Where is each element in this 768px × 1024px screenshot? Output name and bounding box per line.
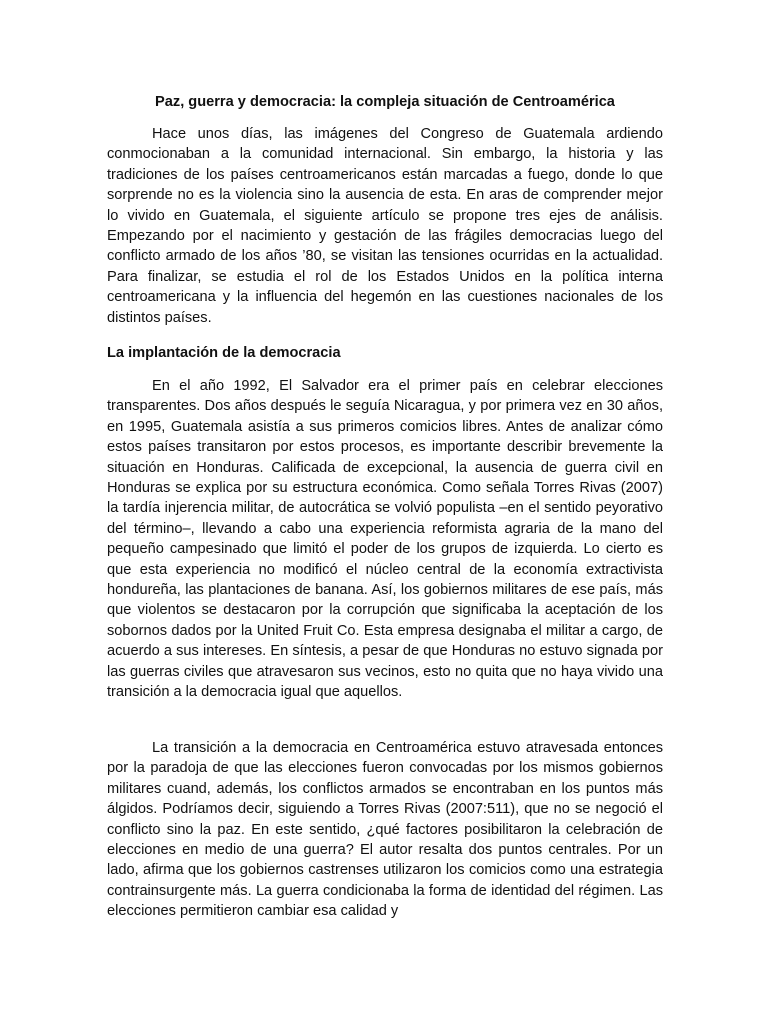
intro-paragraph: Hace unos días, las imágenes del Congreso de Guatemala ardiendo conmocionaban a la comunidad internacional. Sin embargo, la historia y las tradiciones de los países centroamericanos están marcadas a fuego, donde lo que sorprende no es la violencia sino la ausencia de esta. En aras de comprender mejor lo vivido en Guatemala, el siguiente artículo se propone tres ejes de análisis. Empezando por el nacimiento y gestación de las frágiles democracias luego del conflicto armado de los años ’80, se visitan las tensiones ocurridas en la actualidad. Para finalizar, se estudia el rol de los Estados Unidos en la política interna centroamericana y la influencia del hegemón en las cuestiones nacionales de los distintos países. bbox=[107, 126, 663, 326]
section-heading: La implantación de la democracia bbox=[107, 345, 341, 361]
document-title: Paz, guerra y democracia: la compleja situación de Centroamérica bbox=[155, 94, 615, 110]
section-paragraph: En el año 1992, El Salvador era el primer país en celebrar elecciones transparentes. Dos años después le seguía Nicaragua, y por primera vez en 30 años, en 1995, Guatemala asistía a sus primeros comicios libres. Antes de analizar cómo estos países transitaron por estos procesos, es importante describir brevemente la situación en Honduras. Calificada de excepcional, la ausencia de guerra civil en Honduras se explica por su estructura económica. Como señala Torres Rivas (2007) la tardía injerencia militar, de autocrática se volvió populista –en el sentido peyorativo del término–, llevando a cabo una experiencia reformista agraria de la mano del pequeño campesinado que limitó el poder de los grupos de izquierda. Lo cierto es que esta experiencia no modificó el núcleo central de la economía extractivista hondureña, las plantaciones de banana. Así, los gobiernos militares de ese país, más que violentos se destacaron por la corrupción que significaba la aceptación de los sobornos dados por la United Fruit Co. Esta empresa designaba el militar a cargo, de acuerdo a sus intereses. En síntesis, a pesar de que Honduras no estuvo signada por las guerras civiles que atravesaron sus vecinos, esto no quita que no haya vivido una transición a la democracia igual que aquellos. bbox=[107, 378, 663, 701]
section-paragraph: La transición a la democracia en Centroamérica estuvo atravesada entonces por la paradoja de que las elecciones fueron convocadas por los mismos gobiernos militares cuand, además, los conflictos armados se encontraban en los puntos más álgidos. Podríamos decir, siguiendo a Torres Rivas (2007:511), que no se negoció el conflicto sino la paz. En este sentido, ¿qué factores posibilitaron la celebración de elecciones en medio de una guerra? El autor resalta dos puntos centrales. Por un lado, afirma que los gobiernos castrenses utilizaron los comicios como una estrategia contrainsurgente más. La guerra condicionaba la forma de identidad del régimen. Las elecciones permitieron cambiar esa calidad y bbox=[107, 740, 663, 920]
